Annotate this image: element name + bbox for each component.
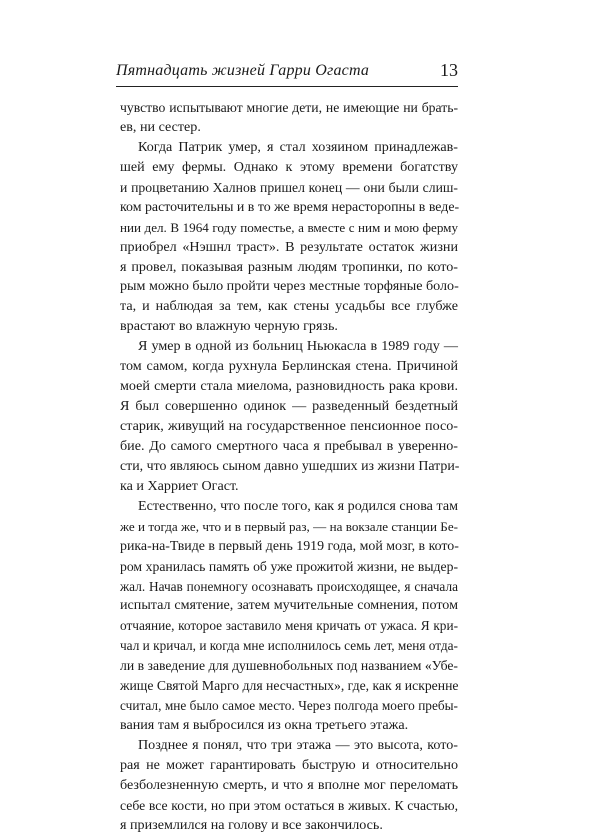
running-header bbox=[116, 58, 458, 84]
text-line: сти, что являюсь сыном давно ушедших из жизни Патри- bbox=[120, 458, 460, 474]
text-line: считал, мне было самое место. Через полгода моего пребы- bbox=[120, 698, 458, 714]
text-line: Я умер в одной из больниц Ньюкасла в 1989 году — bbox=[138, 338, 458, 355]
text-line: Позднее я понял, что три этажа — это высота, кото- bbox=[138, 737, 458, 753]
text-line: я провел, показывая разным людям тропинки, по кото- bbox=[120, 258, 458, 275]
text-line: Когда Патрик умер, я стал хозяином принадлежав- bbox=[138, 138, 458, 155]
text-line: шей ему фермы. Однако к этому времени богатству bbox=[120, 158, 458, 175]
text-line: рым можно было пройти через местные торфяные боло- bbox=[120, 278, 459, 295]
text-line: отчаяние, которое заставило меня кричать от ужаса. Я кри- bbox=[120, 618, 458, 634]
text-line: чувство испытывают многие дети, не имеющие ни брать- bbox=[120, 100, 458, 115]
text-line: я приземлился на голову и все закончилось. bbox=[120, 816, 383, 833]
text-line: том самом, когда рухнула Берлинская стена. Причиной bbox=[120, 358, 458, 375]
text-line: жал. Начав понемногу осознавать происходящее, я сначала bbox=[120, 578, 458, 594]
text-line: бие. До самого смертного часа я пребывал в уверенно- bbox=[120, 437, 458, 454]
text-line: рика-на-Твиде в первый день 1919 года, мой мозг, в кото- bbox=[120, 538, 459, 554]
text-line: врастают во влажную черную грязь. bbox=[120, 318, 338, 335]
text-line: ком расточительны и в то же время нерасторопны в веде- bbox=[120, 199, 460, 215]
text-line: жище Святой Марго для несчастных», где, как я искренне bbox=[120, 678, 459, 694]
text-line: старик, живущий на государственное пенсионное посо- bbox=[120, 418, 458, 434]
text-line: вания там я выбросился из окна третьего этажа. bbox=[120, 717, 409, 734]
text-line: и процветанию Халнов пришел конец — они были слиш- bbox=[120, 179, 458, 195]
text-line: приобрел «Нэшнл траст». В результате остаток жизни bbox=[120, 238, 458, 255]
book-title: Пятнадцать жизней Гарри Огаста bbox=[116, 62, 370, 79]
text-line: Естественно, что после того, как я родился снова там bbox=[138, 497, 458, 514]
text-line: Я был совершенно одинок — разведенный бездетный bbox=[120, 398, 458, 415]
text-line: ка и Харриет Огаст. bbox=[120, 477, 239, 494]
text-line: рая не может гарантировать быструю и относительно bbox=[120, 756, 458, 773]
text-line: же и тогда же, что и в первый раз, — на вокзале станции Бе- bbox=[120, 518, 458, 534]
text-line: та, и наблюдая за тем, как стены усадьбы все глубже bbox=[120, 298, 458, 315]
text-line: испытал смятение, затем мучительные сомнения, потом bbox=[120, 597, 458, 614]
text-line: ром хранилась память об уже прожитой жизни, не выдер- bbox=[120, 558, 458, 574]
text-line: ли в заведение для душевнобольных под названием «Убе- bbox=[120, 658, 458, 674]
text-line: безболезненную смерть, и что я вполне мог переломать bbox=[120, 776, 458, 793]
text-line: себе все кости, но при этом остаться в живых. К счастью, bbox=[120, 797, 458, 813]
header-rule bbox=[116, 86, 458, 87]
text-line: чал и кричал, и когда мне исполнилось семь лет, меня отда- bbox=[120, 638, 458, 654]
text-line: нии дел. В 1964 году поместье, а вместе с ним и мою ферму bbox=[120, 219, 458, 235]
text-line: ев, ни сестер. bbox=[120, 118, 201, 135]
text-line: моей смерти стала миелома, разновидность рака крови. bbox=[120, 378, 458, 395]
page-number: 13 bbox=[440, 60, 458, 80]
body-text bbox=[120, 98, 458, 836]
